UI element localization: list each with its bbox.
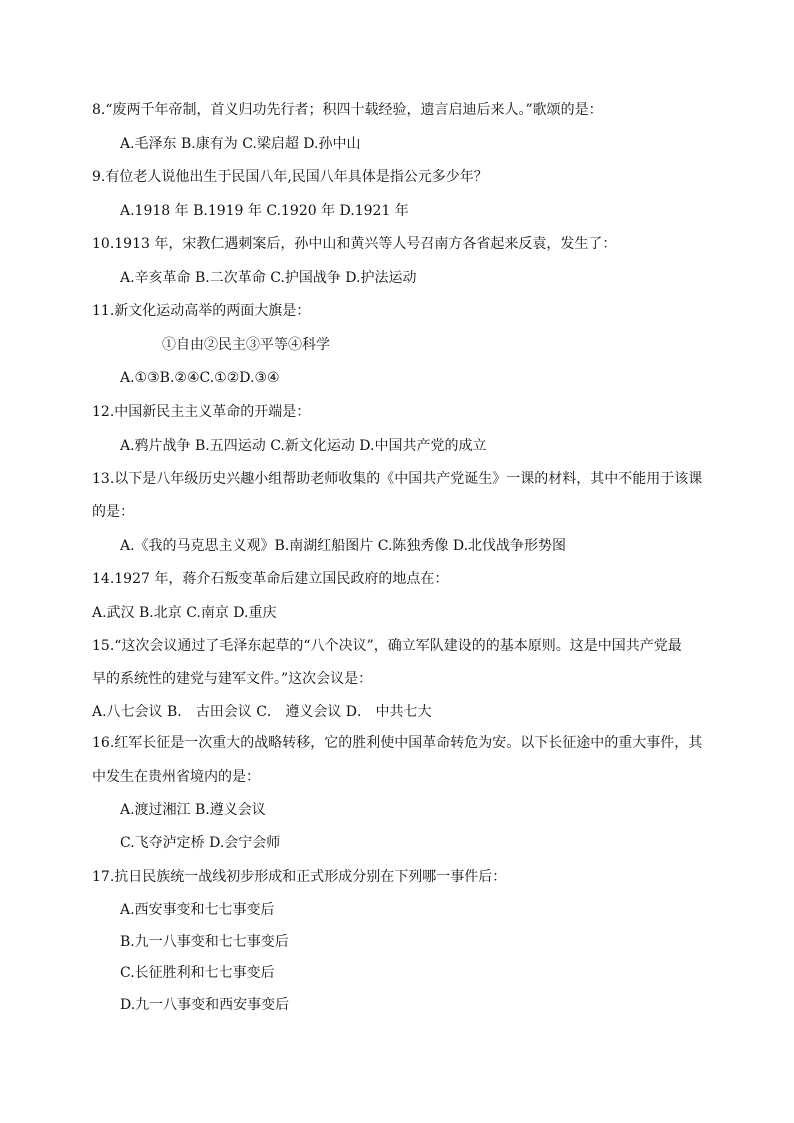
question-16-stem: 16.红军长征是一次重大的战略转移，它的胜利使中国革命转危为安。以下长征途中的重大事件，其 [92, 735, 703, 751]
question-17-option-b: B.九一八事变和七七事变后 [120, 934, 289, 950]
question-16-options-row2: C.飞夺泸定桥 D.会宁会师 [120, 835, 281, 851]
question-17-option-c: C.长征胜利和七七事变后 [120, 965, 275, 981]
question-17-option-a: A.西安事变和七七事变后 [120, 902, 275, 918]
question-10-options: A.辛亥革命 B.二次革命 C.护国战争 D.护法运动 [120, 270, 417, 286]
question-16-stem-cont: 中发生在贵州省境内的是： [92, 769, 260, 785]
question-12-options: A.鸦片战争 B.五四运动 C.新文化运动 D.中国共产党的成立 [120, 438, 487, 454]
question-13-stem-cont: 的是： [92, 504, 134, 520]
question-8-stem: 8.“废两千年帝制，首义归功先行者；积四十载经验，遗言启迪后来人。”歌颂的是： [92, 102, 603, 118]
question-9-stem: 9.有位老人说他出生于民国八年,民国八年具体是指公元多少年？ [92, 169, 488, 185]
question-14-options: A.武汉 B.北京 C.南京 D.重庆 [92, 605, 277, 621]
question-17-stem: 17.抗日民族统一战线初步形成和正式形成分别在下列哪一事件后： [92, 869, 507, 885]
question-9-options: A.1918 年 B.1919 年 C.1920 年 D.1921 年 [120, 203, 409, 219]
question-8-options: A.毛泽东 B.康有为 C.梁启超 D.孙中山 [120, 136, 361, 152]
question-12-stem: 12.中国新民主主义革命的开端是： [92, 404, 311, 420]
question-15-stem-cont: 早的系统性的建党与建军文件。”这次会议是： [92, 671, 373, 687]
question-13-stem: 13.以下是八年级历史兴趣小组帮助老师收集的《中国共产党诞生》一课的材料，其中不能用于该课 [92, 471, 703, 487]
question-14-stem: 14.1927 年，蒋介石叛变革命后建立国民政府的地点在： [92, 571, 449, 587]
question-11-items: ①自由②民主③平等④科学 [162, 337, 330, 353]
question-15-options: A.八七会议 B． 古田会议 C． 遵义会议 D． 中共七大 [92, 704, 432, 720]
question-16-options-row1: A.渡过湘江 B.遵义会议 [120, 802, 266, 818]
question-15-stem: 15.“这次会议通过了毛泽东起草的“八个决议”，确立军队建设的的基本原则。这是中国共产党最 [92, 638, 682, 654]
question-10-stem: 10.1913 年，宋教仁遇刺案后，孙中山和黄兴等人号召南方各省起来反袁，发生了： [92, 236, 617, 252]
question-11-stem: 11.新文化运动高举的两面大旗是： [92, 303, 311, 319]
question-13-options: A.《我的马克思主义观》B.南湖红船图片 C.陈独秀像 D.北伐战争形势图 [120, 538, 567, 554]
question-17-option-d: D.九一八事变和西安事变后 [120, 997, 290, 1013]
question-11-options: A.①③B.②④C.①②D.③④ [120, 370, 280, 386]
